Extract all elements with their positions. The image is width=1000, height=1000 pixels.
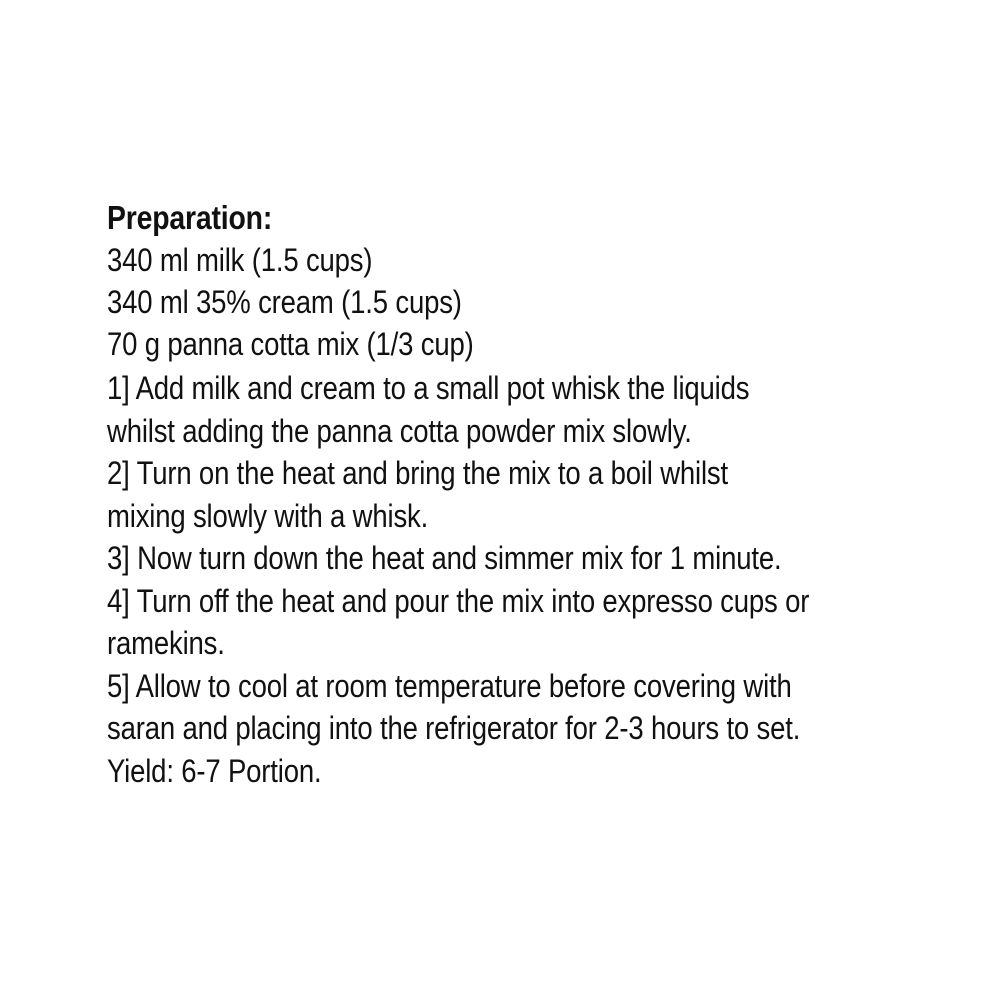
step-5 [107, 665, 838, 750]
step-1 [107, 367, 838, 452]
step-5-line-2: saran and placing into the refrigerator for 2-3 hours to set. [107, 710, 801, 746]
step-5-line-1: 5] Allow to cool at room temperature before covering with [107, 667, 792, 704]
ingredient-list [107, 239, 838, 365]
ingredient-cream: 340 ml 35% cream (1.5 cups) [107, 284, 462, 320]
yield-text: Yield: 6-7 Portion. [107, 752, 322, 789]
step-4-line-1: 4] Turn off the heat and pour the mix into expresso cups or [107, 582, 810, 619]
step-2-line-2: mixing slowly with a whisk. [107, 497, 429, 534]
step-list [107, 367, 838, 792]
step-1-line-2: whilst adding the panna cotta powder mix slowly. [107, 412, 692, 449]
step-3-line-1: 3] Now turn down the heat and simmer mix for 1 minute. [107, 540, 782, 576]
recipe-document [107, 197, 838, 792]
ingredient-panna-cotta-mix: 70 g panna cotta mix (1/3 cup) [107, 326, 474, 362]
step-3 [107, 537, 838, 580]
step-4-line-2: ramekins. [107, 625, 225, 661]
preparation-heading: Preparation: [107, 199, 273, 236]
step-2-line-1: 2] Turn on the heat and bring the mix to a boil whilst [107, 455, 728, 491]
step-1-line-1: 1] Add milk and cream to a small pot whisk the liquids [107, 370, 750, 406]
step-2 [107, 452, 838, 537]
step-4 [107, 580, 838, 665]
ingredient-milk: 340 ml milk (1.5 cups) [107, 242, 373, 278]
